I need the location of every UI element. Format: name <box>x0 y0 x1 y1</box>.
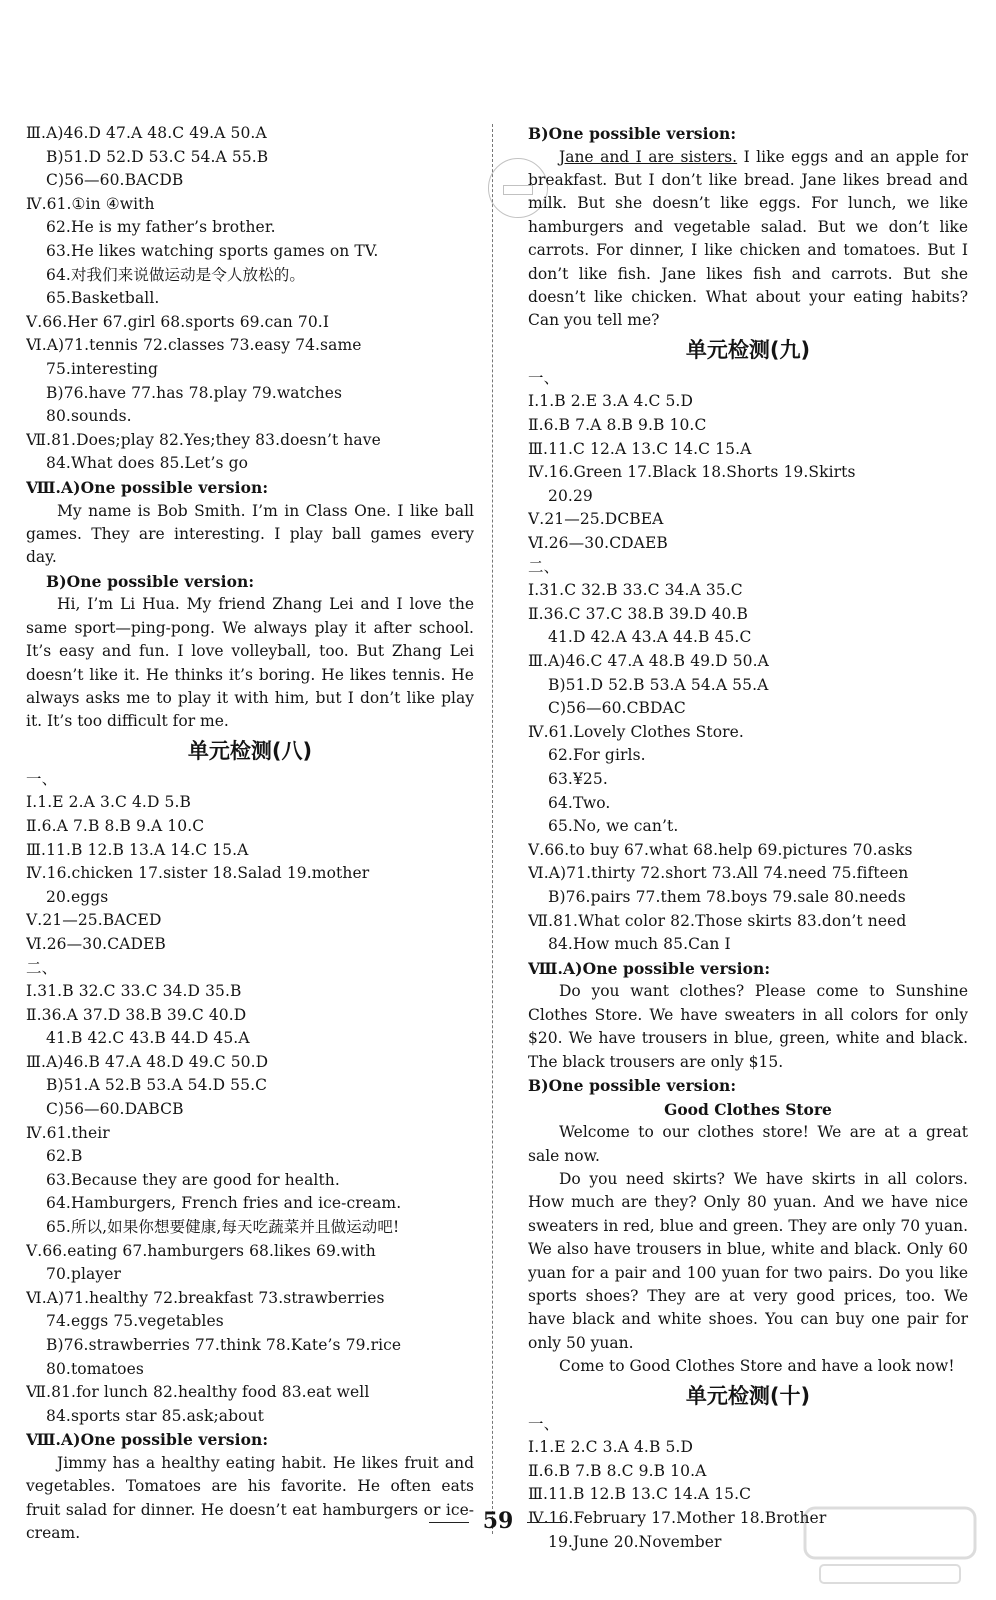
left-column <box>26 122 474 1546</box>
answer-line: Ⅲ.A)46.B 47.A 48.D 49.C 50.D <box>26 1052 269 1071</box>
answer-line: Ⅴ.21—25.BACED <box>26 911 162 930</box>
answer-line: Ⅳ.61.their <box>26 1123 110 1142</box>
answer-line: 70.player <box>46 1265 122 1284</box>
watermark-logo <box>800 1500 980 1590</box>
answer-line: 74.eggs 75.vegetables <box>46 1312 224 1331</box>
answer-line: 62.B <box>46 1147 83 1166</box>
unit10-title: 单元检测(十) <box>685 1383 811 1408</box>
unit9-writing-a: Do you want clothes? Please come to Sunshine Clothes Store. We have sweaters in all colors for only $20. We have trousers in blue, green, white and black. The black trousers are only $15. <box>528 982 968 1071</box>
answer-line: Ⅴ.66.Her 67.girl 68.sports 69.can 70.I <box>26 312 330 331</box>
answer-line: 80.tomatoes <box>46 1359 144 1378</box>
unit8-writing-b-label: B)One possible version: <box>528 124 737 143</box>
answer-line: 二、 <box>26 958 58 977</box>
answer-line: Ⅰ.31.C 32.B 33.C 34.A 35.C <box>528 581 743 600</box>
unit8-answers <box>26 768 474 1452</box>
footer-dash-right <box>527 1522 567 1523</box>
unit9-writing-b-label: B)One possible version: <box>528 1075 737 1095</box>
answer-line: Ⅳ.16.chicken 17.sister 18.Salad 19.mother <box>26 864 370 883</box>
answer-line: Ⅴ.21—25.DCBEA <box>528 510 664 529</box>
answer-line: Ⅵ.A)71.thirty 72.short 73.All 74.need 75.fifteen <box>528 864 909 883</box>
answer-line: 65.Basketball. <box>46 289 160 308</box>
unit7-writing-b: Hi, I’m Li Hua. My friend Zhang Lei and I love the same sport—ping-pong. We always play it after school. It’s easy and fun. I love volleyball, too. But Zhang Lei doesn’t like it. He thinks it’s boring. He likes tennis. He always asks me to play it with him, but I don’t like play it. It’s too difficult for me. <box>26 595 474 731</box>
underlined-sentence: Jane and I are sisters. <box>559 147 738 166</box>
unit7-writing-b-label: B)One possible version: <box>46 571 255 591</box>
answer-line: B)51.D 52.B 53.A 54.A 55.A <box>548 675 769 694</box>
answer-line: 20.29 <box>548 486 593 505</box>
answer-line: Ⅶ.81.for lunch 82.healthy food 83.eat well <box>26 1383 370 1402</box>
answer-line: Ⅳ.61.Lovely Clothes Store. <box>528 722 744 741</box>
ad-paragraph-1: Welcome to our clothes store! We are at a great sale now. <box>528 1123 968 1165</box>
answer-line: C)56—60.DABCB <box>46 1100 184 1119</box>
unit8-writing-b <box>528 146 968 333</box>
answer-line: 65.所以,如果你想要健康,每天吃蔬菜并且做运动吧! <box>46 1218 400 1237</box>
answer-line: Ⅰ.1.E 2.C 3.A 4.B 5.D <box>528 1438 693 1457</box>
answer-line: Ⅳ.16.February 17.Mother 18.Brother <box>528 1508 827 1527</box>
answer-line: Ⅷ.A)One possible version: <box>26 1430 269 1450</box>
answer-line: 75.interesting <box>46 359 159 378</box>
answer-line: Ⅰ.31.B 32.C 33.C 34.D 35.B <box>26 982 242 1001</box>
answer-line: Ⅰ.1.E 2.A 3.C 4.D 5.B <box>26 793 191 812</box>
answer-line: 80.sounds. <box>46 407 132 426</box>
answer-line: Ⅴ.66.eating 67.hamburgers 68.likes 69.with <box>26 1241 376 1260</box>
paragraph-rest: I like eggs and an apple for breakfast. But I don’t like bread. Jane likes bread and milk. But she doesn’t like eggs. For lunch, we like hamburgers and vegetable salad. But we don’t like carrots. For dinner, I like chicken and tomatoes. But I don’t like fish. Jane likes fish and carrots. But she doesn’t like chicken. What about your eating habits? Can you tell me? <box>528 147 968 330</box>
answer-line: 84.What does 85.Let’s go <box>46 454 249 473</box>
column-divider <box>492 124 493 1534</box>
answer-line: Ⅲ.11.B 12.B 13.A 14.C 15.A <box>26 840 249 859</box>
answer-line: 20.eggs <box>46 887 109 906</box>
answer-line: 65.No, we can’t. <box>548 817 679 836</box>
answer-line: B)76.strawberries 77.think 78.Kate’s 79.rice <box>46 1336 402 1354</box>
answer-line: 62.He is my father’s brother. <box>46 218 276 237</box>
answer-line: 64.Hamburgers, French fries and ice-cream. <box>46 1194 402 1213</box>
answer-line: Ⅱ.6.A 7.B 8.B 9.A 10.C <box>26 816 205 835</box>
answer-line: Ⅴ.66.to buy 67.what 68.help 69.pictures 70.asks <box>528 840 913 859</box>
answer-line: Ⅱ.6.B 7.B 8.C 9.B 10.A <box>528 1461 707 1480</box>
answer-line: 64.Two. <box>548 793 611 812</box>
answer-line: 二、 <box>528 557 560 576</box>
page-number: 59 <box>482 1508 514 1534</box>
answer-line: 41.B 42.C 43.B 44.D 45.A <box>46 1029 250 1048</box>
right-column <box>528 122 968 1554</box>
unit7-writing-a: My name is Bob Smith. I’m in Class One. I like ball games. They are interesting. I play ball games every day. <box>26 501 474 567</box>
ad-title: Good Clothes Store <box>664 1099 832 1119</box>
answer-line: 63.¥25. <box>548 769 608 788</box>
answer-line: 62.For girls. <box>548 746 646 765</box>
answer-line: Ⅱ.6.B 7.A 8.B 9.B 10.C <box>528 416 707 435</box>
answer-line: Ⅷ.A)One possible version: <box>528 958 771 978</box>
answer-line: C)56—60.BACDB <box>46 171 184 190</box>
answer-line: Ⅶ.81.Does;play 82.Yes;they 83.doesn’t have <box>26 430 381 449</box>
answer-line: 41.D 42.A 43.A 44.B 45.C <box>548 628 752 647</box>
unit9-title: 单元检测(九) <box>685 337 811 362</box>
ad-paragraph-2: Do you need skirts? We have skirts in all colors. How much are they? Only 80 yuan. And we have nice sweaters in red, blue and green. They are only 70 yuan. We also have trousers in blue, white and black. Only 60 yuan for a pair and 100 yuan for two pairs. Do you like sports shoes? They are at very good prices, too. We have black and white shoes. You can buy one pair for only 50 yuan. <box>528 1169 968 1352</box>
ad-paragraph-3: Come to Good Clothes Store and have a look now! <box>559 1357 955 1376</box>
answer-line: Ⅶ.81.What color 82.Those skirts 83.don’t need <box>528 911 907 930</box>
footer-dash-left <box>429 1522 469 1523</box>
answer-line: 84.How much 85.Can I <box>548 935 731 954</box>
answer-line: 一、 <box>528 1414 560 1433</box>
answer-line: 64.对我们来说做运动是令人放松的。 <box>46 265 305 284</box>
unit8-writing-a: Jimmy has a healthy eating habit. He likes fruit and vegetables. Tomatoes are his favorite. He often eats fruit salad for dinner. He doesn’t eat hamburgers or ice-cream. <box>26 1453 474 1543</box>
answer-line: Ⅲ.11.B 12.B 13.C 14.A 15.C <box>528 1485 752 1504</box>
answer-line: Ⅲ.11.C 12.A 13.C 14.C 15.A <box>528 439 752 458</box>
answer-line: B)76.have 77.has 78.play 79.watches <box>46 383 343 402</box>
answer-line: 63.He likes watching sports games on TV. <box>46 241 379 260</box>
unit7-answers <box>26 122 474 500</box>
unit8-title: 单元检测(八) <box>187 738 313 763</box>
answer-line: Ⅵ.A)71.healthy 72.breakfast 73.strawberries <box>26 1288 385 1307</box>
unit9-answers <box>528 367 968 980</box>
answer-line: C)56—60.CBDAC <box>548 699 686 718</box>
answer-line: B)51.D 52.D 53.C 54.A 55.B <box>46 147 269 166</box>
answer-line: Ⅵ.26—30.CDAEB <box>528 534 668 552</box>
answer-line: Ⅷ.A)One possible version: <box>26 477 269 497</box>
answer-line: Ⅳ.61.①in ④with <box>26 194 155 213</box>
answer-line: 84.sports star 85.ask;about <box>46 1406 265 1425</box>
answer-line: Ⅰ.1.B 2.E 3.A 4.C 5.D <box>528 392 693 411</box>
answer-line: Ⅵ.26—30.CADEB <box>26 934 166 953</box>
answer-line: Ⅲ.A)46.D 47.A 48.C 49.A 50.A <box>26 124 267 142</box>
answer-line: Ⅲ.A)46.C 47.A 48.B 49.D 50.A <box>528 651 769 670</box>
answer-line: Ⅱ.36.C 37.C 38.B 39.D 40.B <box>528 604 748 623</box>
answer-line: Ⅱ.36.A 37.D 38.B 39.C 40.D <box>26 1005 247 1024</box>
answer-line: 一、 <box>26 769 58 788</box>
answer-line: 19.June 20.November <box>548 1532 722 1551</box>
answer-line: 63.Because they are good for health. <box>46 1170 340 1189</box>
answer-line: B)51.A 52.B 53.A 54.D 55.C <box>46 1076 268 1095</box>
answer-line: Ⅵ.A)71.tennis 72.classes 73.easy 74.same <box>26 336 362 355</box>
answer-line: Ⅳ.16.Green 17.Black 18.Shorts 19.Skirts <box>528 463 856 482</box>
answer-line: B)76.pairs 77.them 78.boys 79.sale 80.needs <box>548 887 906 906</box>
answer-line: 一、 <box>528 368 560 387</box>
